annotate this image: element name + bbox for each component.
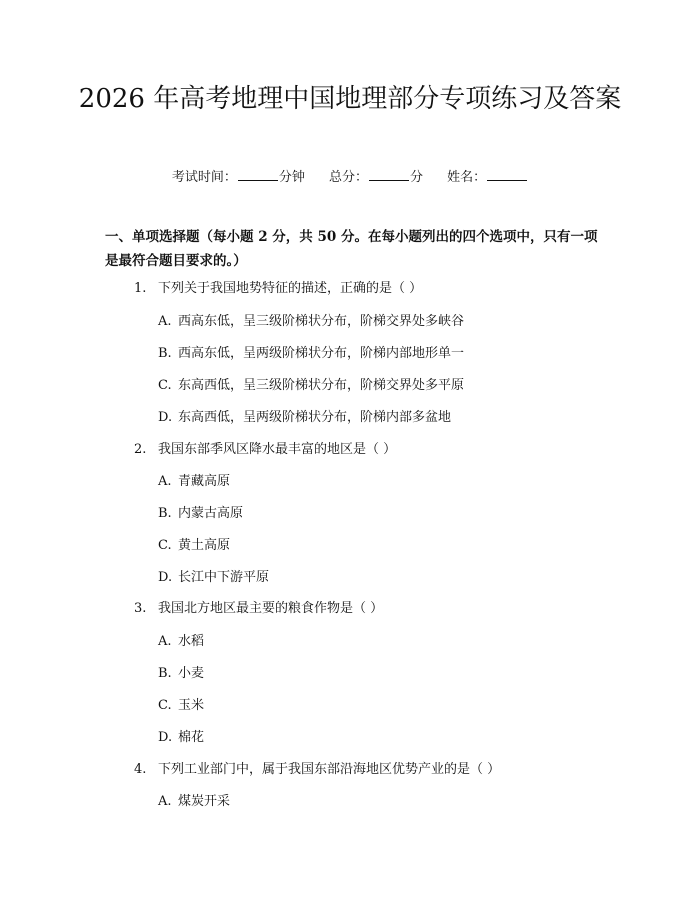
question-2-option-b [158,504,243,524]
total-score-unit: 分 [410,170,424,185]
exam-time-blank [238,166,278,181]
question-2 [134,440,396,460]
question-4 [134,760,500,780]
question-3-option-d [158,728,204,748]
option-letter: A. [158,314,172,329]
option-text: 东高西低，呈两级阶梯状分布，阶梯内部多盆地 [178,410,452,425]
question-number: 3. [134,601,147,616]
total-score-label: 总分： [328,170,368,185]
option-text: 黄土高原 [178,538,231,553]
page-title: 2026 年高考地理中国地理部分专项练习及答案 [78,84,622,114]
option-letter: C. [158,538,172,553]
section-heading: 一、单项选择题（每小题 2 分，共 50 分。在每小题列出的四个选项中，只有一项是最符合题目要求的。） [105,229,598,269]
option-text: 棉花 [178,730,205,745]
question-number: 2. [134,442,147,457]
option-letter: A. [158,634,172,649]
name-label: 姓名： [447,170,487,185]
question-text: 我国东部季风区降水最丰富的地区是（ ） [158,442,397,457]
option-text: 青藏高原 [178,474,231,489]
exam-time-label: 考试时间： [171,170,237,185]
option-letter: B. [158,346,172,361]
option-text: 长江中下游平原 [178,570,270,585]
question-2-option-c [158,536,230,556]
question-4-option-a [158,792,230,812]
total-score-blank [369,166,409,181]
question-1-option-c [158,376,464,396]
name-blank [487,166,527,181]
question-1-option-d [158,408,451,428]
option-letter: D. [158,730,173,745]
question-text: 下列关于我国地势特征的描述，正确的是（ ） [158,281,423,296]
question-number: 4. [134,762,147,777]
question-1-option-a [158,312,464,332]
option-letter: A. [158,794,172,809]
option-text: 玉米 [178,698,205,713]
option-text: 内蒙古高原 [178,506,244,521]
option-text: 西高东低，呈三级阶梯状分布，阶梯交界处多峡谷 [178,314,465,329]
question-3 [134,599,383,619]
question-2-option-d [158,568,269,588]
option-letter: C. [158,378,172,393]
option-letter: A. [158,474,172,489]
question-3-option-c [158,696,204,716]
option-text: 小麦 [178,666,205,681]
option-text: 东高西低，呈三级阶梯状分布，阶梯交界处多平原 [178,378,465,393]
option-text: 水稻 [178,634,205,649]
question-1-option-b [158,344,464,364]
option-letter: C. [158,698,172,713]
question-number: 1. [134,281,147,296]
question-3-option-b [158,664,204,684]
option-letter: B. [158,506,172,521]
question-3-option-a [158,632,204,652]
exam-time-unit: 分钟 [278,170,305,185]
exam-time-field [172,166,305,189]
question-text: 我国北方地区最主要的粮食作物是（ ） [158,601,384,616]
total-score-field [329,166,423,189]
question-2-option-a [158,472,230,492]
question-1 [134,279,422,299]
question-text: 下列工业部门中，属于我国东部沿海地区优势产业的是（ ） [158,762,501,777]
name-field [447,166,528,189]
option-letter: D. [158,570,173,585]
option-letter: D. [158,410,173,425]
exam-info-line [0,166,700,189]
option-text: 西高东低，呈两级阶梯状分布，阶梯内部地形单一 [178,346,465,361]
option-letter: B. [158,666,172,681]
option-text: 煤炭开采 [178,794,231,809]
